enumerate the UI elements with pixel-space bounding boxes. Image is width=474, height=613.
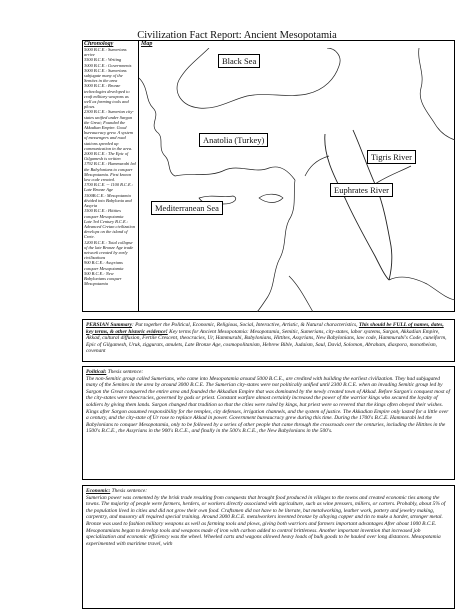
anatolia-south-coast [175, 167, 295, 180]
map-label-black-sea: Black Sea [218, 54, 260, 68]
persian-heading: PERSIAN Summary [86, 322, 132, 328]
chronology-entry: 500 B.C.E.: New Babylonians conquer Mesopotamia [84, 270, 122, 287]
cyprus-island [259, 194, 283, 202]
chronology-entry: 2000 B.C.E.: The Epic of Gilgamesh is written [84, 151, 129, 162]
map-label-tigris: Tigris River [367, 150, 416, 164]
map-label-anatolia: Anatolia (Turkey) [199, 133, 268, 147]
economic-label: Thesis sentence: [110, 488, 148, 494]
chronology-entry: 3000 B.C.E.: Bronze technologies developed to craft military weapons as well as farming tools and plows. [84, 83, 130, 110]
chronology-entry: 3000 B.C.E.: Governments [84, 62, 132, 68]
caspian-coast [419, 48, 455, 140]
levant-coast [257, 180, 295, 312]
persian-lead: : Put together the Political, Economic, Religious, Social, Interactive, Artistic, & Natural characteristics, [131, 322, 358, 328]
political-section [82, 366, 455, 480]
persian-key-terms: Key terms for Ancient Mesopotamia: Mesopotamia, Semitic, Sumerians, city-states, labor systems, Sargon, Akkadian Empire, Akkad, cultural diffusion, Fertile Crescent, theocracies, Ur, Hammurabi, Babylonians, Hittites, Assyrians, New Babylonians, law code, Hammurabi's Code, cuneiform, Epic of Gilgamesh, Uruk, ziggurats, amulets, Late Bronze Age, cosmopolitanism, Hebrew Bible, Judaism, Saul, David, Solomon, Abraham, diaspora, monotheism, covenant [86, 328, 447, 355]
aegean-coastline [139, 78, 175, 176]
chronology-column [82, 40, 139, 312]
map-label-euphrates: Euphrates River [330, 183, 393, 197]
chronology-heading: Chronology [84, 41, 114, 47]
euphrates-tributary [305, 156, 329, 176]
page-title: Civilization Fact Report: Ancient Mesopotamia [137, 30, 337, 41]
red-sea-coast [289, 276, 313, 312]
persian-gulf-coast [389, 277, 455, 300]
map-heading: Map [141, 41, 153, 47]
chronology-entry: 1500B.C.E.: Mesopotamia divided into Babylonia and Assyria [84, 192, 132, 209]
chronology-entry: 3500 B.C.E.: Writing [84, 57, 122, 63]
economic-heading: Economic: [86, 488, 111, 494]
chronology-entry: 1500 B.C.E.: Hittites conquer Mesopotamia [84, 208, 124, 219]
political-body: The non-Semitic group called Sumerians, who came into Mesopotamia around 5000 B.C.E., are credited with building the earliest civilization. They had subjugated many of the Semites in the area by around 3000 B.C.E. The Sumerian city-states were not politically unified until 2300 B.C.E. when an invading Semitic group led by Sargon the Great conquered the entire area and founded the Akkadian Empire that was dominated by the newly created town of Akkad. Before Sargon's conquest most of the city-states were theocracies, governed by gods or priest. Constant warfare almost certainly increased the power of the warrior kings who secured the loyalty of soldiers by giving them lands. Sargon changed that tradition so that the cities were ruled by kings, but priest were so revered that the kings often obeyed their wishes. Kings after Sargon assumed responsibility for the temples, city defenses, irrigation channels, and the system of justice. The Akkadian Empire only lasted for a little over a century, and the city-state of Ur rose to replace Akkad in power. Government bureaucracy grew during this time. During the 1700's B.C.E. Hammurabi led the Babylonians to conquer Mesopotamia, only to be followed by a series of other people that came through the crossroads over the centuries, including the Hittites in the 1500's B.C.E., the Assyrians in the 900's B.C.E., and finally in the 500's B.C.E., the New Babylonians in the 500's. [86, 375, 451, 435]
economic-section [82, 485, 455, 609]
chronology-entry: 1792 B.C.E.: Hammurabi led the Babylonians to conquer Mesopotamia. First known law code created. [84, 161, 136, 183]
map-label-mediterranean: Mediterranean Sea [151, 201, 223, 215]
chronology-entry: 1700 B.C.E. -- 1100 B.C.E.: Late Bronze Age [84, 182, 134, 193]
tigris-tributary [375, 166, 411, 184]
chronology-entry: 2300 B.C.E.: Sumerian city-states unified under Sargon the Great; Founded the Akkadian Empire. Good bureaucracy grew. A system of messengers and road stations speeded up communication in the area. [84, 109, 134, 151]
chronology-entry: 1200 B.C.E.: Total collapse of the late Bronze Age trade network created by early civilizations [84, 239, 134, 261]
chronology-entry: Late 3rd Century B.C.E.: Advanced Cretan civilization develops on the island of Crete. [84, 218, 136, 240]
mesopotamia-map [139, 48, 455, 312]
persian-summary [82, 319, 455, 362]
political-heading: Political: [86, 369, 107, 375]
economic-body: Sumerian power was cemented by the brisk trade resulting from conquests that brought food produced in villages to the towns and created economic ties among the towns. The majority of people were farmers, herders, or workers directly associated with agriculture, such as wine pressers, millers, or carters. Probably, about 5% of the population lived in cities and did not grow their own food. Craftsmen did not have to be literate, but metalworking, leather work, pottery and jewelry making, carpentry, and masonry all required special training. Around 3000 B.C.E. metalworkers invented bronze by alloying copper and tin to make a harder, stronger metal. Bronze was used to fashion military weapons as well as farming tools and plows, giving both warriors and farmers important advantages After about 1000 B.C.E. Mesopotamians began to develop tools and weapons made of iron with carbon added to control brittleness. Another important invention that increased job specialization and economic efficiency was the wheel. Wheeled carts and wagons allowed heavy loads of bulk goods to be hauled over long distances. Mesopotamia experimented with maritime travel, with [86, 494, 446, 547]
chronology-entry: 5000 B.C.E.: Sumerians arrive [84, 47, 127, 58]
chronology-entry: 900 B.C.E.: Assyrians conquer Mesopotamia [84, 260, 124, 271]
chronology-entry: 3000 B.C.E.: Sumerians subjugate many of the Semites in the area [84, 67, 127, 84]
political-label: Thesis sentence: [106, 369, 144, 375]
persian-emphasis: This should be FULL of names, dates, key terms, & other historic evidence! [86, 322, 444, 335]
